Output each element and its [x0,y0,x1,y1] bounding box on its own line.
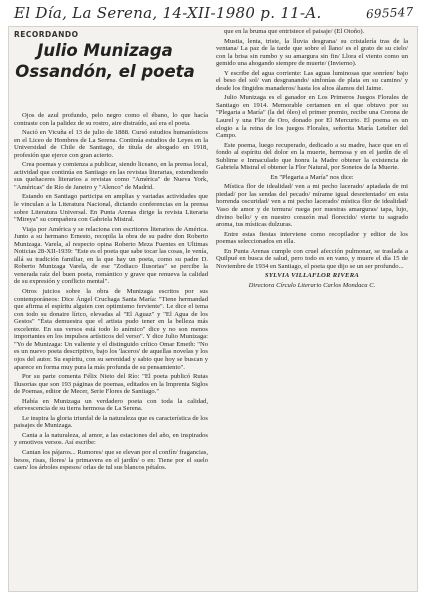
handwritten-annotation [14,4,414,26]
paragraph: Le inspira la gloria triunfal de la naturaleza que es característica de los paisajes de Munizaga. [14,414,208,430]
paragraph: Estando en Santiago participa en amplias y variadas actividades que le vinculan a la Literatura Nacional, dictando conferencias en la prensa sobre Literatura Universal. En Punta Arenas dirige la revista Literaria "Mireya" su compañera con Gabriela Mistral. [14,193,208,224]
article-column-right [216,28,408,292]
paragraph: Canta a la naturaleza, al amor, a las estaciones del año, en inspirados y emotivos versos. Así escribe: [14,431,208,447]
paragraph: Ojos de azul profundo, pelo negro como el ébano, lo que hacía contraste con la palidez de su rostro, aire distraído, así era el poeta. [14,112,208,127]
paragraph: Nació en Vicuña el 13 de julio de 1888. Cursó estudios humanísticos en el Liceo de Hombres de La Serena. Continúa estudios de Leyes en la Universidad de Chile de Santiago, de títula de abogado en 1918, profesión que ejerce con gran acierto. [14,129,208,159]
paragraph: Otros juicios sobre la obra de Munizaga escritos por sus contemporáneos: Dice Ángel Cruchaga Santa María: "Tiene hermandad que afirma el espíritu alguien con optimismo ferviente". Le dice el tema con todo su donaire lírico, elevadas al "El Aguaz" y "El Agua de los Gestos" "Ésta demuestra que el artista pudo tener en la belleza más excelente. En sus versos está todo lo anímico" dice y no son menos importantes en los impulsos artísticos del verso". Y dice Julio Munizaga: "Yo de Munizaga: Un valiente y el distinguido crítico Omar Emeth: "No es un nuevo poeta descriptivo, bajo los 'laceros' de aquellas novelas y los ojos del autor. Su espíritu, con su serenidad y sabio que hoy se buscan y aparece en forma muy pura la más profunda de su pensamiento". [14,288,208,371]
paragraph: Mística flor de idealidad/ ven a mi pecho lacerado/ apiadada de mi piedad/ por las sendas del pecado/ mírame igual desorientado/ en esta horrenda oscuridad/ ven a mi pecho lacerado/ mística flor de idealidad/ Vaso de amor y de ternura/ ruega por nuestras amarguras/ tapa, lujo, divino bello/ y en nuestro corazón mal florecido/ vierte tu sagrado aroma, tus místicas dulzuras. [216,183,408,229]
paragraph: Cantan los pájaros... Rumores/ que se elevan por el confín/ fragancias, besos, risas, flores/ la primavera en el jardín/ o en: Tiene por el suelo caen/ los árboles espesos/ orlas de tul sus blancos pétalos. [14,448,208,472]
paragraph: Mustia, lenta, triste, la lluvia desgrana/ su cristalería tras de la ventana/ La paz de la tarde que sobre el llano/ es el grato de su cielo/ con la brisa sin rumbo y su amargura sin fin/ Llora el viento como un gemido una ahogando siempre de muerte/ (Invierno). [216,37,408,68]
paragraph: Este poema, luego recuperado, dedicado a su madre, hace que en el fondo al espíritu del dolor en la muerte, hermosa y en el jardín de el Sublime e Inmaculado que honra la Madre obtener la existencia de Gabriela Mistral el obtener la Flor Natural, por Sonetos de la Muerte. [216,141,408,172]
paragraph: Por su parte comenta Félix Nieto del Río: "El poeta publicó Rutas Ilusorias que son 193 páginas de poemas, editados en la Imprenta Siglos de Poemas, editor de Mecer, Serie Flores de Santiago." [14,373,208,396]
paragraph: En Punta Arenas cumple con cruel afección pulmonar, se traslada a Quilpué en busca de salud, pero todo es en vano, y muere el día 15 de Noviembre de 1934 en Santiago, el poeta que dijo se un ser profundo... [216,247,408,270]
author-signature: SYLVIA VILLAFLOR RIVERA [264,272,360,280]
article-headline: Julio Munizaga Ossandón, el poeta [15,41,195,81]
paragraph: Había en Munizaga un verdadero poeta con toda la calidad, efervescencia de su tierra hermosa de La Serena. [14,397,208,413]
paragraph: Julio Munizaga es el ganador en Los Primeros Juegos Florales de Santiago en 1914. Memorable certamen en el que obtuvo por su "Plegaria a María" (la del óleo) el primer premio, recibe una Corona de Laurel y una Flor de Oro, donado por El Mercurio. El poema es un elogio a la reina de los juegos Florales, señorita María Letelier del Campo. [216,94,408,140]
handwritten-note: El Día, La Serena, 14-XII-1980 p. 11-A. [14,4,322,22]
article-kicker: RECORDANDO [14,30,79,39]
paragraph: que en la bruma que entristece el paisaje/ (El Otoño). [224,28,365,35]
author-role: Directora Círculo Literario Carlos Mondaca C. [248,281,376,289]
article-column-left [14,112,208,474]
paragraph: Crea poemas y comienza a publicar, siendo liceano, en la prensa local, actividad que continúa en Santiago en las revistas literarias, extendiendo sus quehaceres literarios a revistas como "América" de Nueva York, "Américas" de Río de Janeiro y "Alenco" de Madrid. [14,161,208,191]
paragraph: Viaja por América y se relaciona con escritores literarios de América. Junto a su hermano Ernesto, recopila la obra de su padre don Roberto Munizaga. Varela, al respecto opina Roberto Meza Fuentes en Ultimas Noticias 28-XII-1939: "Este es el poeta que sabe tocar las cosas, le venía, allá su tradición familiar, en la que hay un poeta, como su padre D. Roberto Munizaga Varela, de ese "Zodiaco Ilusorias" se percibe la venerada raíz del buen poeta, romántico y grave que renueva la calidad de su expresión y conflicto mental". [14,225,208,286]
paragraph: Y escribe del agua corriente: Las aguas luminosas que sonríen/ bajo el beso del sol/ van desgranando/ sinfonías de plata en su camino/ y desde los fingidos manaderos/ hasta los altos álamos del Jaime. [216,69,408,92]
paragraph: En "Plegaria a María" nos dice: [270,173,354,181]
handwritten-reference-number: 695547 [366,4,415,22]
paragraph: Entre estas fiestas interviene como recopilador y editor de los poemas seleccionados en ella. [216,230,408,246]
